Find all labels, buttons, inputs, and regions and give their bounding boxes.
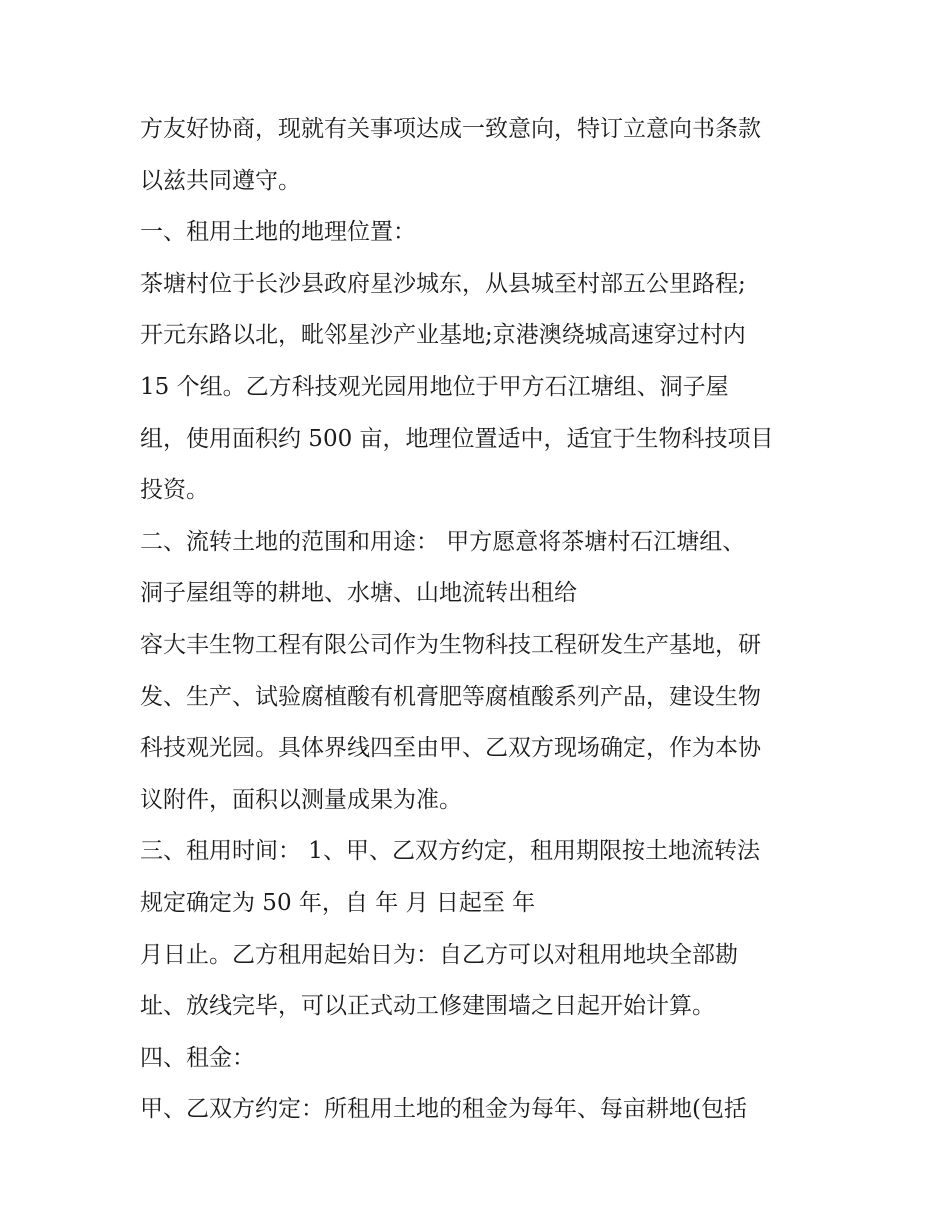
- text-line: 茶塘村位于长沙县政府星沙城东，从县城至村部五公里路程;: [140, 270, 746, 297]
- text-line: 洞子屋组等的耕地、水塘、山地流转出租给: [140, 580, 577, 607]
- text-line: 科技观光园。具体界线四至由甲、乙双方现场确定，作为本协: [140, 735, 761, 762]
- text-line: 组，使用面积约 500 亩，地理位置适中，适宜于生物科技项目: [140, 425, 774, 452]
- section-heading-location: 一、租用土地的地理位置：: [140, 219, 416, 246]
- text-line: 以兹共同遵守。: [140, 167, 301, 194]
- text-line: 容大丰生物工程有限公司作为生物科技工程研发生产基地，研: [140, 631, 761, 658]
- text-line: 开元东路以北，毗邻星沙产业基地;京港澳绕城高速穿过村内: [140, 322, 746, 349]
- section-heading-rent: 四、租金：: [140, 1044, 255, 1071]
- text-line: 15 个组。乙方科技观光园用地位于甲方石江塘组、洞子屋: [140, 373, 729, 400]
- section-heading-term: 三、租用时间： 1、甲、乙双方约定，租用期限按土地流转法: [140, 838, 760, 865]
- text-line: 甲、乙双方约定：所租用土地的租金为每年、每亩耕地(包括: [140, 1096, 747, 1123]
- text-line: 月日止。乙方租用起始日为：自乙方可以对租用地块全部勘: [140, 941, 738, 968]
- text-line: 投资。: [140, 477, 209, 504]
- text-line: 议附件，面积以测量成果为准。: [140, 786, 462, 813]
- text-line: 发、生产、试验腐植酸有机膏肥等腐植酸系列产品，建设生物: [140, 683, 761, 710]
- text-line: 规定确定为 50 年，自 年 月 日起至 年: [140, 889, 536, 916]
- document-body: [140, 104, 830, 1136]
- text-line: 方友好协商，现就有关事项达成一致意向，特订立意向书条款: [140, 116, 761, 142]
- section-heading-scope: 二、流转土地的范围和用途： 甲方愿意将茶塘村石江塘组、: [140, 528, 746, 555]
- text-line: 址、放线完毕，可以正式动工修建围墙之日起开始计算。: [140, 993, 715, 1020]
